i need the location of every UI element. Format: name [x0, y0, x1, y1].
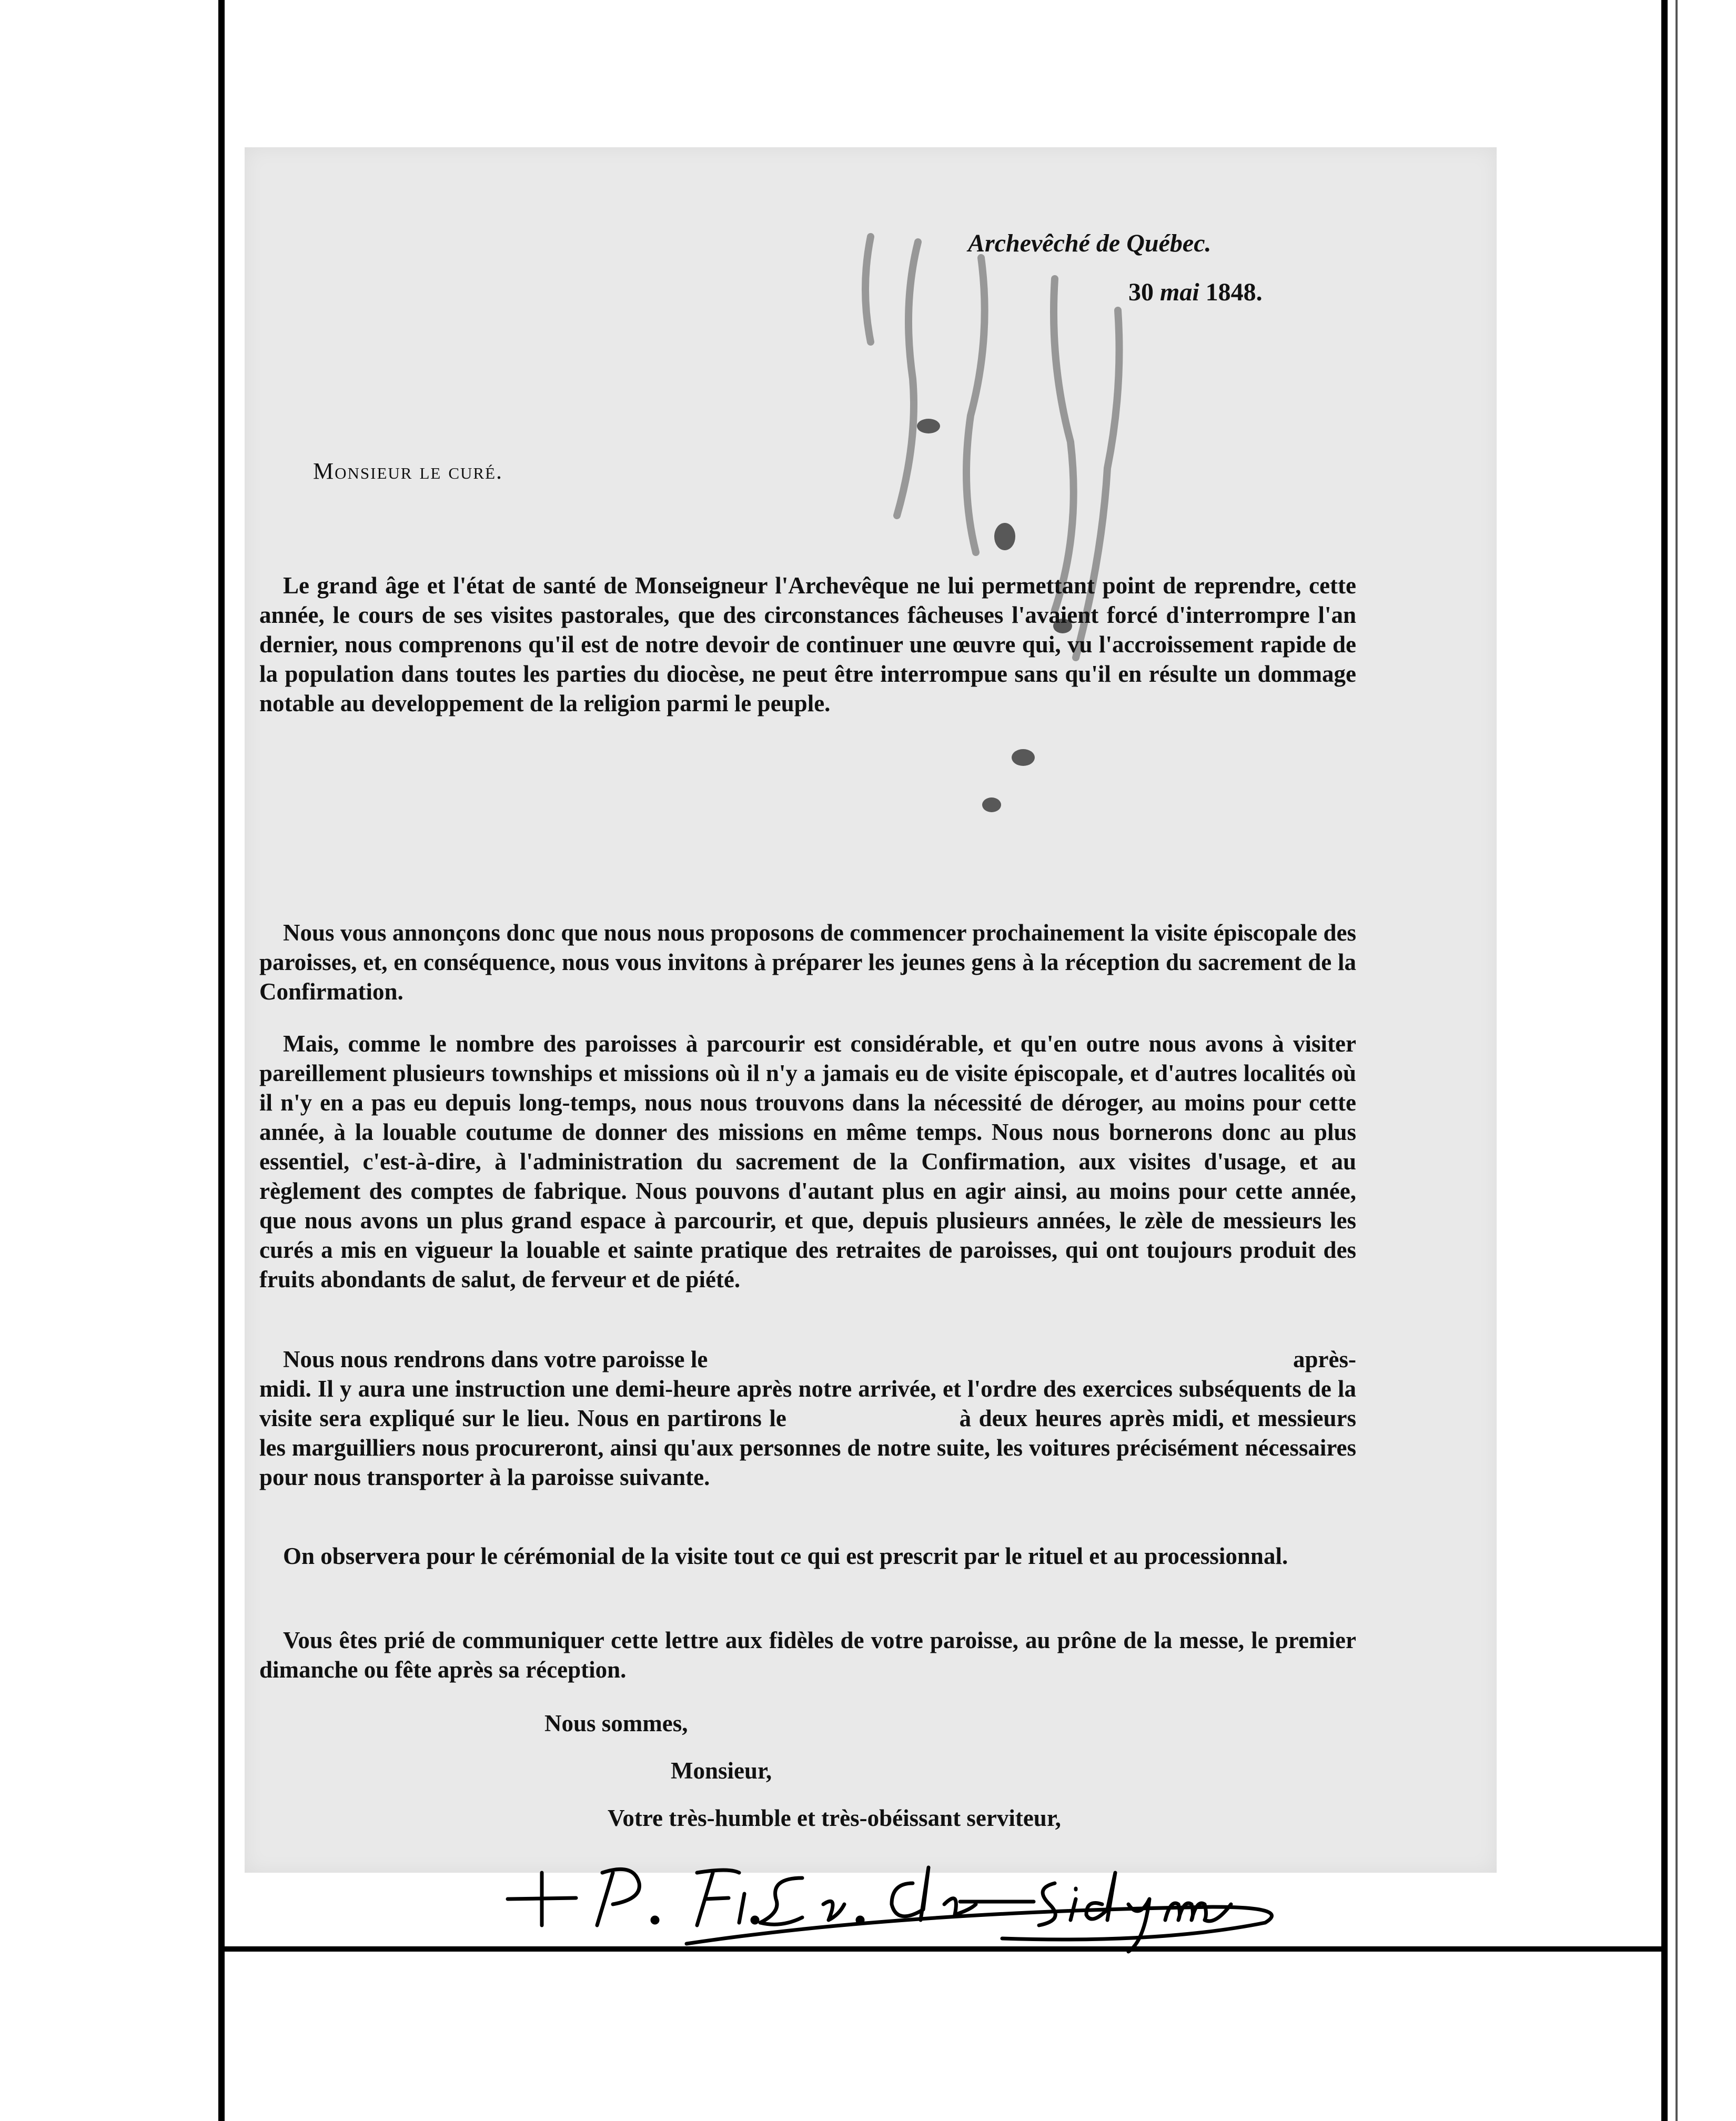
header-date	[1128, 278, 1263, 307]
scan-border-right	[1661, 0, 1668, 2121]
paragraph-4	[259, 1345, 1356, 1492]
scan-border-left	[218, 0, 225, 2121]
paragraph-4-part-3: à deux heures après midi, et messieurs les marguilliers nous procureront, ainsi qu'aux personnes de notre suite, les voitures précisément nécessaires pour nous transporter à la paroisse suivante.	[259, 1405, 1357, 1490]
paragraph-5: On observera pour le cérémonial de la visite tout ce qui est prescrit par le rituel et au processionnal.	[283, 1543, 1288, 1569]
paragraph-4-part-1: Nous nous rendrons dans votre paroisse le	[283, 1346, 708, 1372]
handwritten-signature	[497, 1852, 1339, 1957]
scan-edge-mark	[1676, 0, 1678, 2121]
closing-line-3: Votre très-humble et très-obéissant serviteur,	[608, 1805, 1061, 1831]
closing-line-1: Nous sommes,	[544, 1710, 688, 1736]
paragraph-1: Le grand âge et l'état de santé de Monseigneur l'Archevêque ne lui permettant point de reprendre, cette année, le cours de ses visites pastorales, que des circonstances fâcheuses l'avaient forcé d'interrompre l'an dernier, nous comprenons qu'il est de notre devoir de continuer une œuvre qui, vu l'accroissement rapide de la population dans toutes les parties du diocèse, ne peut être interrompue sans qu'il en résulte un dommage notable au developpement de la religion parmi le peuple.	[259, 572, 1356, 716]
paragraph-3: Mais, comme le nombre des paroisses à parcourir est considérable, et qu'en outre nous avons à visiter pareillement plusieurs townships et missions où il n'y a jamais eu de visite épiscopale, et d'autres localités où il n'y en a pas eu depuis long-temps, nous nous trouvons dans la nécessité de déroger, au moins pour cette année, à la louable coutume de donner des missions en même temps. Nous nous bornerons donc au plus essentiel, c'est-à-dire, à l'administration du sacrement de la Confirmation, aux visites d'usage, et au règlement des comptes de fabrique. Nous pouvons d'autant plus en agir ainsi, au moins pour cette année, que nous avons un plus grand espace à parcourir, et que, depuis plusieurs années, le zèle de messieurs les curés a mis en vigueur la louable et sainte pratique des retraites de paroisses, qui ont toujours produit des fruits abondants de salut, de ferveur et de piété.	[259, 1031, 1356, 1292]
date-day: 30	[1128, 278, 1154, 306]
date-month: mai	[1160, 278, 1199, 306]
salutation: Monsieur le curé.	[313, 458, 503, 484]
paragraph-6: Vous êtes prié de communiquer cette lettre aux fidèles de votre paroisse, au prône de la messe, le premier dimanche ou fête après sa réception.	[259, 1627, 1356, 1683]
paragraph-4-part-2: après-midi. Il y aura une instruction une demi-heure après notre arrivée, et l'ordre des exercices subséquents de la visite sera expliqué sur le lieu. Nous en partirons le	[259, 1346, 1357, 1431]
date-year: 1848.	[1205, 278, 1263, 306]
paragraph-2: Nous vous annonçons donc que nous nous proposons de commencer prochainement la visite épiscopale des paroisses, et, en conséquence, nous vous invitons à préparer les jeunes gens à la réception du sacrement de la Confirmation.	[259, 920, 1356, 1005]
letter-page	[245, 147, 1497, 1873]
closing-line-2: Monsieur,	[671, 1758, 772, 1784]
header-place: Archevêché de Québec.	[968, 229, 1212, 257]
